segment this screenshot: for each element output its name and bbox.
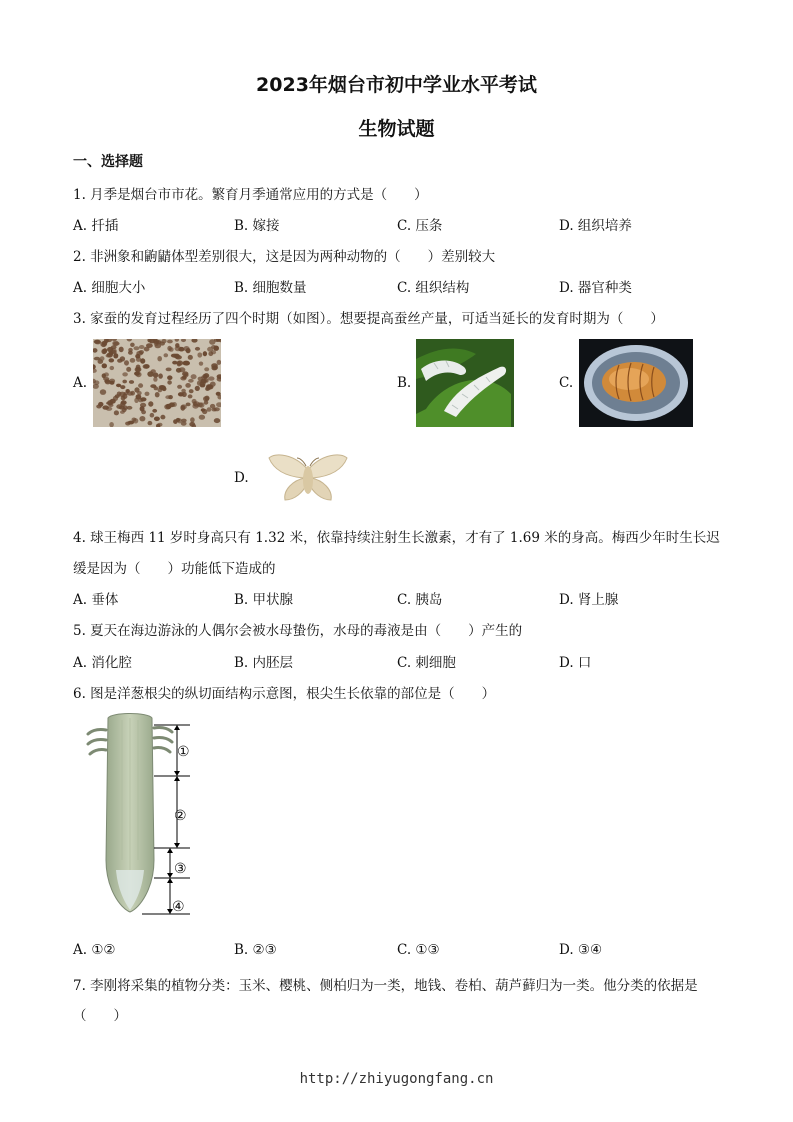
question-1-stem: 1. 月季是烟台市市花。繁育月季通常应用的方式是（ ） — [73, 187, 428, 203]
q5-option-d: D. 口 — [559, 655, 592, 671]
q5-option-c: C. 刺细胞 — [397, 655, 456, 671]
root-label-4: ④ — [172, 899, 185, 915]
exam-subtitle: 生物试题 — [358, 118, 435, 140]
q3-label-a: A. — [73, 375, 88, 391]
question-4-stem-line2: 缓是因为（ ）功能低下造成的 — [73, 561, 276, 577]
q2-option-b: B. 细胞数量 — [234, 280, 307, 296]
question-2-stem: 2. 非洲象和鼩鼱体型差别很大，这是因为两种动物的（ ）差别较大 — [73, 249, 496, 265]
q6-option-b: B. ②③ — [234, 942, 277, 958]
q3-label-c: C. — [559, 375, 574, 391]
q4-option-b: B. 甲状腺 — [234, 592, 294, 608]
q2-option-c: C. 组织结构 — [397, 280, 470, 296]
question-7-stem-line2: （ ） — [73, 1008, 127, 1024]
question-5-stem: 5. 夏天在海边游泳的人偶尔会被水母蛰伤，水母的毒液是由（ ）产生的 — [73, 623, 523, 639]
q6-option-c: C. ①③ — [397, 942, 440, 958]
root-label-1: ① — [177, 744, 190, 760]
q4-option-c: C. 胰岛 — [397, 592, 443, 608]
q6-option-d: D. ③④ — [559, 942, 603, 958]
root-label-2: ② — [174, 808, 187, 824]
q4-option-a: A. 垂体 — [73, 592, 119, 608]
q1-option-d: D. 组织培养 — [559, 218, 632, 234]
silkworm-pupa-image — [579, 339, 693, 427]
q4-option-d: D. 肾上腺 — [559, 592, 619, 608]
section-heading: 一、选择题 — [73, 154, 143, 170]
q3-label-b: B. — [397, 375, 412, 391]
question-3-stem: 3. 家蚕的发育过程经历了四个时期（如图）。想要提高蚕丝产量，可适当延长的发育时期为（ ） — [73, 311, 664, 327]
question-6-stem: 6. 图是洋葱根尖的纵切面结构示意图，根尖生长依靠的部位是（ ） — [73, 686, 496, 702]
exam-title: 2023年烟台市初中学业水平考试 — [256, 74, 537, 96]
q2-option-a: A. 细胞大小 — [73, 280, 146, 296]
question-7-stem-line1: 7. 李刚将采集的植物分类：玉米、樱桃、侧柏归为一类，地钱、卷柏、葫芦藓归为一类。他分类的依据是 — [73, 978, 698, 994]
q1-option-b: B. 嫁接 — [234, 218, 280, 234]
q1-option-a: A. 扦插 — [73, 218, 119, 234]
silkworm-eggs-image — [93, 339, 221, 427]
q5-option-a: A. 消化腔 — [73, 655, 132, 671]
root-label-3: ③ — [174, 861, 187, 877]
question-4-stem-line1: 4. 球王梅西 11 岁时身高只有 1.32 米，依靠持续注射生长激素，才有了 1.69 米的身高。梅西少年时生长迟 — [73, 530, 720, 546]
q5-option-b: B. 内胚层 — [234, 655, 294, 671]
q6-option-a: A. ①② — [73, 942, 116, 958]
silkworm-moth-image — [265, 450, 351, 506]
q3-label-d: D. — [234, 470, 249, 486]
silkworm-larva-image — [416, 339, 514, 427]
q1-option-c: C. 压条 — [397, 218, 443, 234]
q2-option-d: D. 器官种类 — [559, 280, 632, 296]
footer-url: http://zhiyugongfang.cn — [299, 1071, 494, 1087]
